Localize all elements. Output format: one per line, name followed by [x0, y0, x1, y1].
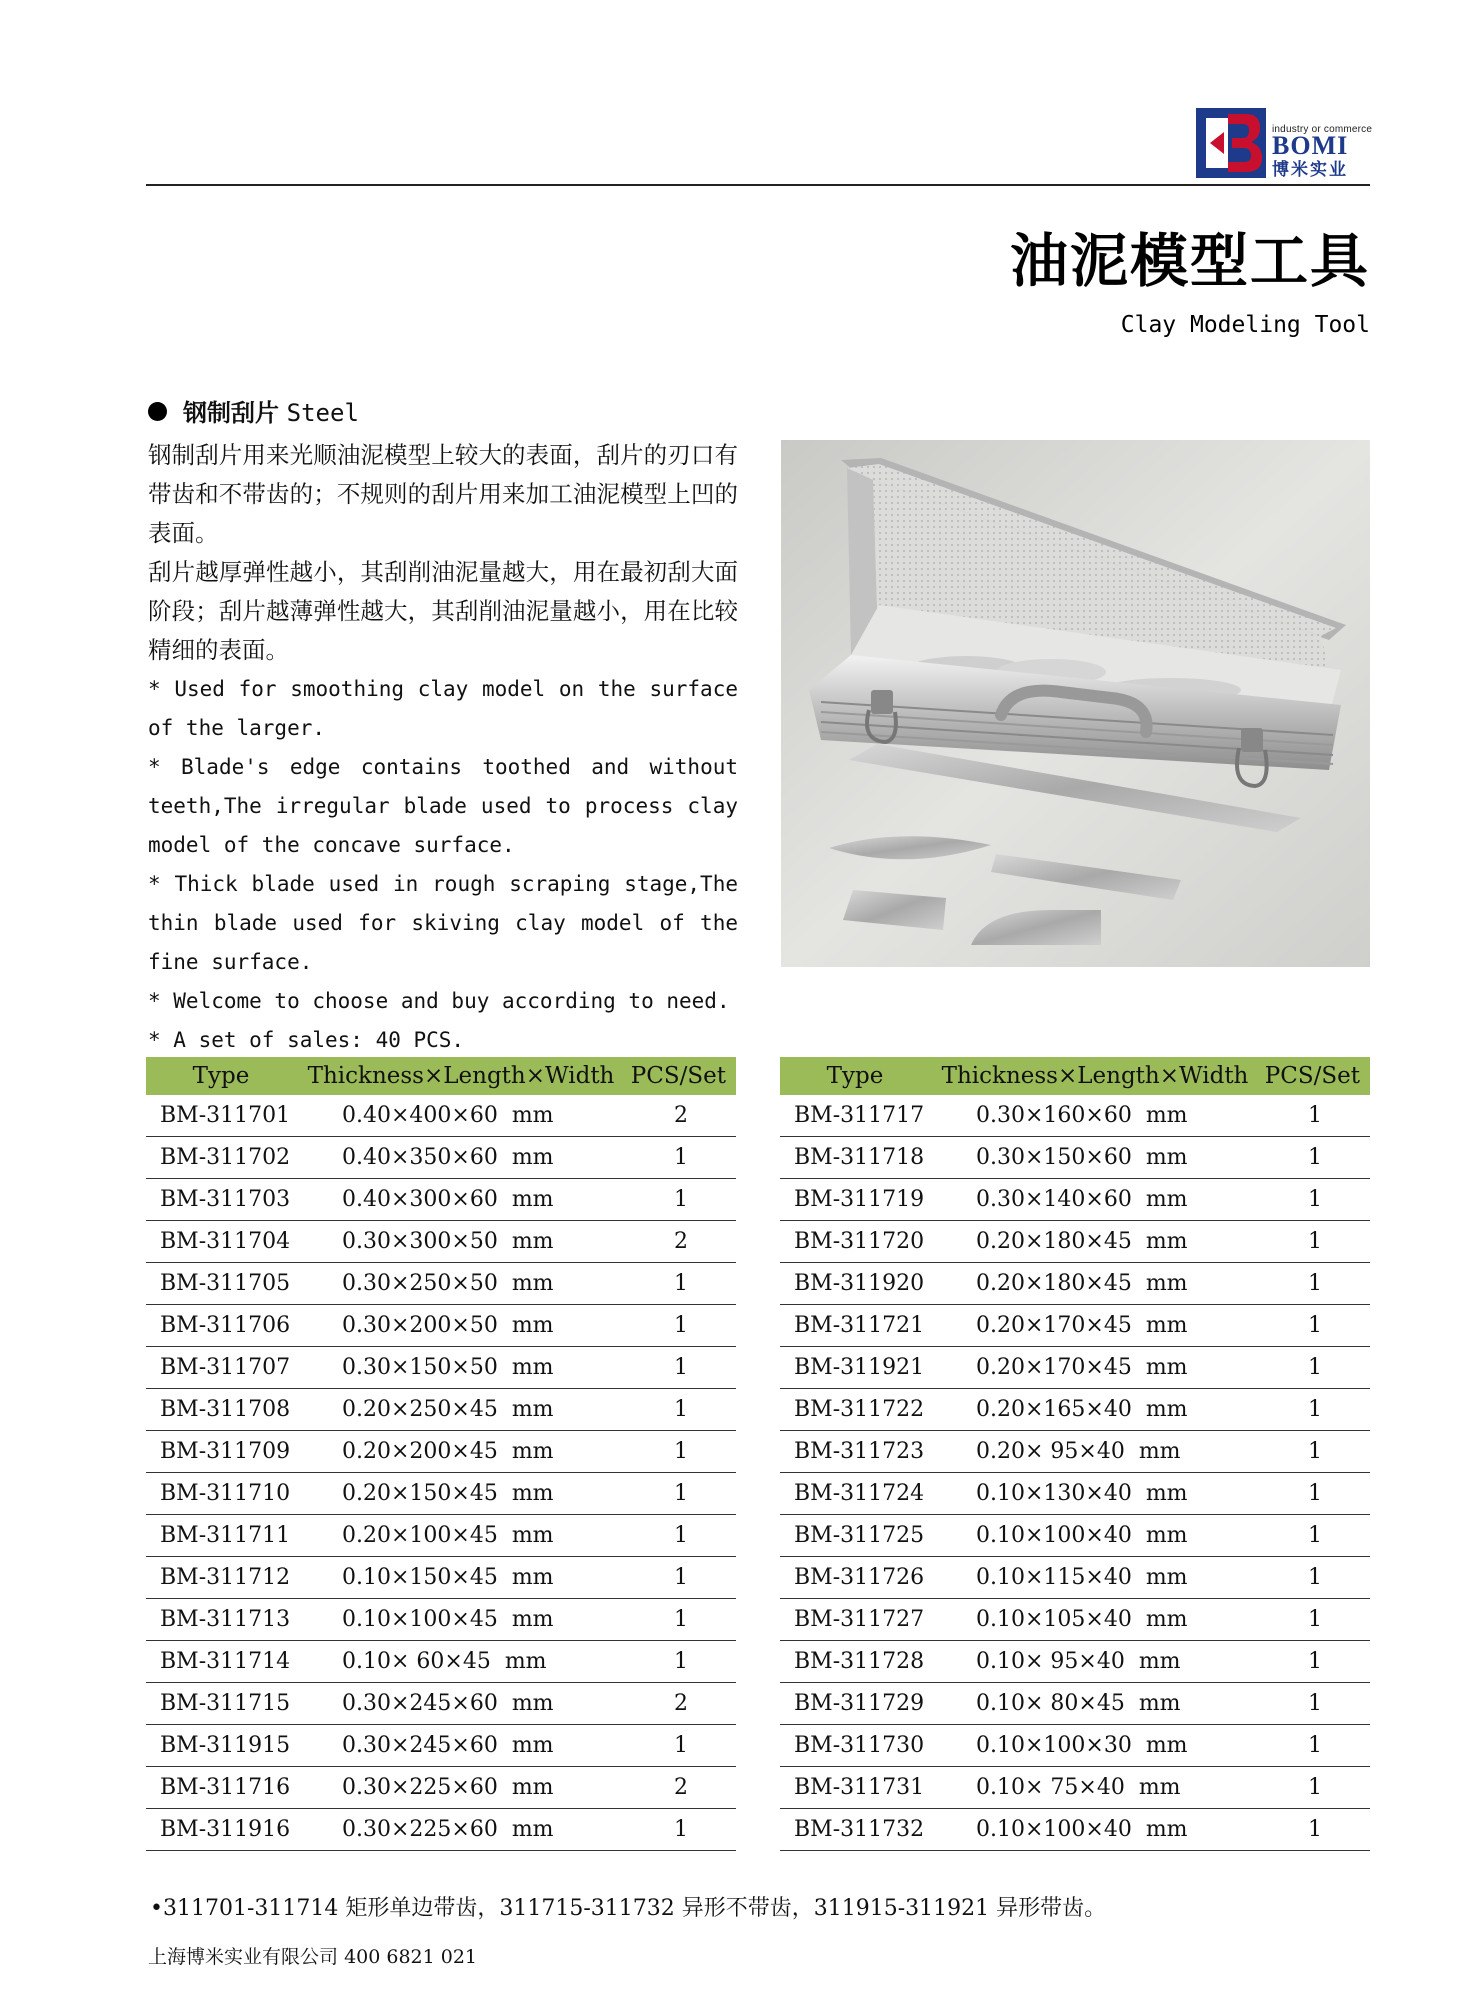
cell-dimensions: 0.10× 75×40 mm [930, 1767, 1260, 1809]
table-row [780, 1179, 1370, 1221]
cell-type: BM-311713 [146, 1599, 296, 1641]
cell-pcs: 1 [1260, 1473, 1370, 1515]
cell-dimensions: 0.20×170×45 mm [930, 1347, 1260, 1389]
logo-company-cn: 博米实业 [1272, 160, 1348, 180]
cell-pcs: 1 [626, 1641, 736, 1683]
cell-type: BM-311725 [780, 1515, 930, 1557]
cell-dimensions: 0.20×180×45 mm [930, 1263, 1260, 1305]
table-row [146, 1515, 736, 1557]
description-cn-paragraph: 钢制刮片用来光顺油泥模型上较大的表面，刮片的刃口有带齿和不带齿的；不规则的刮片用来加工油泥模型上凹的表面。 [148, 441, 738, 547]
cell-dimensions: 0.30×225×60 mm [296, 1767, 626, 1809]
cell-type: BM-311916 [146, 1809, 296, 1851]
table-row [146, 1725, 736, 1767]
table-row [780, 1137, 1370, 1179]
section-heading-en: Steel [286, 399, 359, 427]
page-footer [148, 1942, 477, 1969]
cell-dimensions: 0.40×350×60 mm [296, 1137, 626, 1179]
cell-dimensions: 0.30×245×60 mm [296, 1683, 626, 1725]
cell-pcs: 1 [626, 1263, 736, 1305]
cell-type: BM-311731 [780, 1767, 930, 1809]
cell-pcs: 1 [1260, 1137, 1370, 1179]
cell-dimensions: 0.30×160×60 mm [930, 1095, 1260, 1137]
table-row [146, 1683, 736, 1725]
table-row [780, 1347, 1370, 1389]
table-row [146, 1347, 736, 1389]
cell-pcs: 2 [626, 1095, 736, 1137]
cell-type: BM-311722 [780, 1389, 930, 1431]
table-row [146, 1641, 736, 1683]
section-heading [148, 393, 359, 428]
footer-company: 上海博米实业有限公司 [148, 1946, 339, 1968]
cell-dimensions: 0.20×100×45 mm [296, 1515, 626, 1557]
cell-pcs: 1 [1260, 1641, 1370, 1683]
cell-pcs: 1 [626, 1389, 736, 1431]
cell-type: BM-311702 [146, 1137, 296, 1179]
cell-pcs: 1 [1260, 1305, 1370, 1347]
cell-pcs: 1 [626, 1347, 736, 1389]
logo-brand: BOMI [1272, 131, 1349, 160]
product-description [148, 436, 738, 1060]
cell-dimensions: 0.30×140×60 mm [930, 1179, 1260, 1221]
cell-dimensions: 0.10×130×40 mm [930, 1473, 1260, 1515]
column-header-dims: Thickness×Length×Width [296, 1057, 626, 1095]
cell-dimensions: 0.30×250×50 mm [296, 1263, 626, 1305]
table-row [780, 1473, 1370, 1515]
cell-type: BM-311728 [780, 1641, 930, 1683]
cell-pcs: 1 [1260, 1347, 1370, 1389]
cell-dimensions: 0.20×180×45 mm [930, 1221, 1260, 1263]
cell-dimensions: 0.20×165×40 mm [930, 1389, 1260, 1431]
footnote: •311701-311714 矩形单边带齿，311715-311732 异形不带齿，311915-311921 异形带齿。 [150, 1896, 1107, 1921]
table-row [780, 1641, 1370, 1683]
cell-dimensions: 0.20×150×45 mm [296, 1473, 626, 1515]
cell-dimensions: 0.20×250×45 mm [296, 1389, 626, 1431]
cell-dimensions: 0.10× 80×45 mm [930, 1683, 1260, 1725]
column-header-pcs: PCS/Set [626, 1057, 736, 1095]
cell-type: BM-311915 [146, 1725, 296, 1767]
cell-pcs: 1 [626, 1431, 736, 1473]
description-en-paragraph: * A set of sales: 40 PCS. [148, 1028, 465, 1052]
table-row [780, 1725, 1370, 1767]
cell-pcs: 1 [1260, 1557, 1370, 1599]
description-en-paragraph: * Used for smoothing clay model on the surface of the larger. [148, 677, 738, 740]
cell-type: BM-311706 [146, 1305, 296, 1347]
cell-dimensions: 0.10×100×40 mm [930, 1809, 1260, 1851]
cell-dimensions: 0.40×300×60 mm [296, 1179, 626, 1221]
cell-type: BM-311709 [146, 1431, 296, 1473]
cell-pcs: 1 [1260, 1683, 1370, 1725]
product-photo [781, 440, 1370, 967]
company-logo [1196, 108, 1396, 182]
cell-pcs: 2 [626, 1221, 736, 1263]
cell-type: BM-311723 [780, 1431, 930, 1473]
table-row [146, 1095, 736, 1137]
table-row [146, 1809, 736, 1851]
cell-pcs: 1 [626, 1137, 736, 1179]
cell-type: BM-311715 [146, 1683, 296, 1725]
cell-pcs: 1 [1260, 1599, 1370, 1641]
cell-type: BM-311712 [146, 1557, 296, 1599]
table-row [780, 1515, 1370, 1557]
cell-dimensions: 0.30×245×60 mm [296, 1725, 626, 1767]
spec-table-left [146, 1057, 736, 1851]
cell-pcs: 1 [626, 1599, 736, 1641]
cell-type: BM-311704 [146, 1221, 296, 1263]
cell-pcs: 2 [626, 1683, 736, 1725]
cell-dimensions: 0.30×150×60 mm [930, 1137, 1260, 1179]
table-row [146, 1473, 736, 1515]
cell-type: BM-311732 [780, 1809, 930, 1851]
cell-pcs: 1 [1260, 1179, 1370, 1221]
page-title: 油泥模型工具 [1009, 227, 1370, 295]
cell-dimensions: 0.30×150×50 mm [296, 1347, 626, 1389]
cell-pcs: 1 [1260, 1263, 1370, 1305]
column-header-type: Type [146, 1057, 296, 1095]
description-cn-paragraph: 刮片越厚弹性越小，其刮削油泥量越大，用在最初刮大面阶段；刮片越薄弹性越大，其刮削油泥量越小，用在比较精细的表面。 [148, 558, 738, 664]
cell-pcs: 1 [626, 1473, 736, 1515]
table-row [146, 1557, 736, 1599]
header-divider [146, 184, 1370, 186]
cell-type: BM-311710 [146, 1473, 296, 1515]
table-row [146, 1263, 736, 1305]
page-subtitle: Clay Modeling Tool [1120, 312, 1370, 338]
description-en-paragraph: * Welcome to choose and buy according to need. [148, 989, 730, 1013]
table-row [780, 1221, 1370, 1263]
cell-type: BM-311730 [780, 1725, 930, 1767]
cell-type: BM-311724 [780, 1473, 930, 1515]
cell-pcs: 1 [1260, 1767, 1370, 1809]
cell-type: BM-311920 [780, 1263, 930, 1305]
cell-type: BM-311716 [146, 1767, 296, 1809]
spec-table-right [780, 1057, 1370, 1851]
cell-type: BM-311726 [780, 1557, 930, 1599]
cell-type: BM-311721 [780, 1305, 930, 1347]
description-en-paragraph: * Blade's edge contains toothed and without teeth,The irregular blade used to process clay model of the concave surface. [148, 755, 738, 857]
cell-type: BM-311708 [146, 1389, 296, 1431]
table-row [780, 1263, 1370, 1305]
cell-pcs: 1 [1260, 1221, 1370, 1263]
cell-type: BM-311921 [780, 1347, 930, 1389]
description-en-paragraph: * Thick blade used in rough scraping stage,The thin blade used for skiving clay model of the fine surface. [148, 872, 738, 974]
cell-type: BM-311714 [146, 1641, 296, 1683]
table-row [146, 1179, 736, 1221]
cell-dimensions: 0.10×115×40 mm [930, 1557, 1260, 1599]
cell-pcs: 1 [626, 1179, 736, 1221]
cell-dimensions: 0.30×300×50 mm [296, 1221, 626, 1263]
cell-dimensions: 0.10× 60×45 mm [296, 1641, 626, 1683]
cell-type: BM-311719 [780, 1179, 930, 1221]
bomi-logo-icon [1196, 108, 1266, 178]
bullet-icon [148, 402, 167, 421]
table-row [146, 1221, 736, 1263]
cell-dimensions: 0.10×100×30 mm [930, 1725, 1260, 1767]
cell-type: BM-311717 [780, 1095, 930, 1137]
cell-dimensions: 0.40×400×60 mm [296, 1095, 626, 1137]
cell-type: BM-311703 [146, 1179, 296, 1221]
cell-pcs: 1 [1260, 1809, 1370, 1851]
section-heading-cn: 钢制刮片 [183, 399, 279, 427]
table-row [146, 1431, 736, 1473]
cell-dimensions: 0.20× 95×40 mm [930, 1431, 1260, 1473]
cell-pcs: 1 [1260, 1725, 1370, 1767]
cell-pcs: 1 [626, 1557, 736, 1599]
cell-type: BM-311720 [780, 1221, 930, 1263]
table-row [146, 1305, 736, 1347]
cell-dimensions: 0.10×100×40 mm [930, 1515, 1260, 1557]
column-header-dims: Thickness×Length×Width [930, 1057, 1260, 1095]
cell-pcs: 1 [1260, 1389, 1370, 1431]
cell-pcs: 1 [626, 1809, 736, 1851]
table-row [780, 1431, 1370, 1473]
table-row [146, 1389, 736, 1431]
footer-phone: 400 6821 021 [344, 1946, 478, 1968]
table-row [780, 1809, 1370, 1851]
cell-dimensions: 0.10×150×45 mm [296, 1557, 626, 1599]
table-row [146, 1767, 736, 1809]
table-row [146, 1137, 736, 1179]
cell-pcs: 1 [1260, 1431, 1370, 1473]
cell-dimensions: 0.10×100×45 mm [296, 1599, 626, 1641]
column-header-pcs: PCS/Set [1260, 1057, 1370, 1095]
cell-pcs: 1 [626, 1725, 736, 1767]
table-row [780, 1389, 1370, 1431]
table-row [780, 1305, 1370, 1347]
cell-type: BM-311729 [780, 1683, 930, 1725]
table-row [780, 1683, 1370, 1725]
cell-type: BM-311718 [780, 1137, 930, 1179]
cell-dimensions: 0.30×200×50 mm [296, 1305, 626, 1347]
cell-pcs: 1 [626, 1515, 736, 1557]
cell-type: BM-311727 [780, 1599, 930, 1641]
cell-dimensions: 0.10× 95×40 mm [930, 1641, 1260, 1683]
cell-dimensions: 0.30×225×60 mm [296, 1809, 626, 1851]
table-row [780, 1599, 1370, 1641]
cell-pcs: 1 [626, 1305, 736, 1347]
cell-type: BM-311701 [146, 1095, 296, 1137]
table-row [780, 1557, 1370, 1599]
table-header-row [146, 1057, 736, 1095]
cell-type: BM-311705 [146, 1263, 296, 1305]
cell-type: BM-311711 [146, 1515, 296, 1557]
cell-pcs: 1 [1260, 1515, 1370, 1557]
table-row [780, 1767, 1370, 1809]
table-header-row [780, 1057, 1370, 1095]
column-header-type: Type [780, 1057, 930, 1095]
cell-type: BM-311707 [146, 1347, 296, 1389]
cell-pcs: 1 [1260, 1095, 1370, 1137]
table-row [780, 1095, 1370, 1137]
cell-pcs: 2 [626, 1767, 736, 1809]
cell-dimensions: 0.20×170×45 mm [930, 1305, 1260, 1347]
cell-dimensions: 0.10×105×40 mm [930, 1599, 1260, 1641]
cell-dimensions: 0.20×200×45 mm [296, 1431, 626, 1473]
table-row [146, 1599, 736, 1641]
logo-tagline: industry or commerce [1272, 124, 1373, 135]
